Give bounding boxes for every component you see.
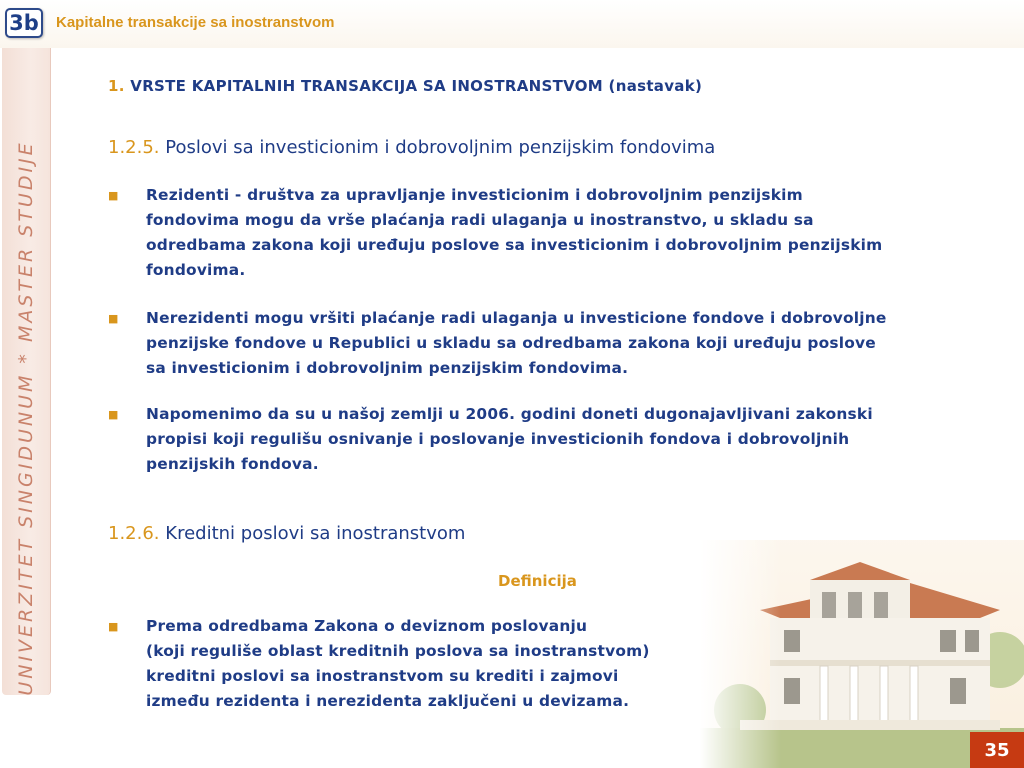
bullet-line: (koji reguliše oblast kreditnih poslova sa inostranstvom) [146, 642, 650, 660]
bullet-marker: ■ [108, 408, 119, 421]
bullet-line: Prema odredbama Zakona o deviznom poslovanju [146, 617, 588, 635]
bullet-line: odredbama zakona koji uređuju poslove sa investicionim i dobrovoljnim penzijskim [146, 236, 883, 254]
bullet-line: penzijskih fondova. [146, 455, 319, 473]
definition-label: Definicija [498, 572, 577, 590]
bullet-marker: ■ [108, 620, 119, 633]
section-title: VRSTE KAPITALNIH TRANSAKCIJA SA INOSTRANSTVOM (nastavak) [130, 77, 703, 95]
bullet-line: Rezidenti - društva za upravljanje investicionim i dobrovoljnim penzijskim [146, 186, 803, 204]
bullet-line: kreditni poslovi sa inostranstvom su krediti i zajmovi [146, 667, 619, 685]
subsection-1-number: 1.2.5. [108, 137, 160, 158]
bullet-text [146, 306, 988, 381]
bullet-line: fondovima mogu da vrše plaćanja radi ulaganja u inostranstvo, u skladu sa [146, 211, 814, 229]
bullet-line: Nerezidenti mogu vršiti plaćanje radi ulaganja u investicione fondove i dobrovoljne [146, 309, 887, 327]
bullet-line: Napomenimo da su u našoj zemlji u 2006. godini doneti dugonajavljivani zakonski [146, 405, 873, 423]
subsection-2-heading [108, 523, 465, 544]
bullet-text [146, 183, 988, 283]
subsection-1-heading [108, 137, 715, 158]
page-number: 35 [970, 732, 1024, 768]
section-heading [108, 77, 702, 95]
bullet-line: penzijske fondove u Republici u skladu sa odredbama zakona koji uređuju poslove [146, 334, 876, 352]
subsection-2-number: 1.2.6. [108, 523, 160, 544]
sidebar-banner [2, 48, 51, 695]
bullet-text [146, 402, 988, 477]
sidebar-university-text: UNIVERZITET SINGIDUNUM * MASTER STUDIJE [15, 140, 37, 696]
header-bar [0, 0, 1024, 48]
header-title: Kapitalne transakcije sa inostranstvom [56, 14, 335, 31]
subsection-2-title: Kreditni poslovi sa inostranstvom [165, 523, 466, 544]
bullet-line: propisi koji regulišu osnivanje i poslovanje investicionih fondova i dobrovoljnih [146, 430, 850, 448]
bullet-line: sa investicionim i dobrovoljnim penzijskim fondovima. [146, 359, 629, 377]
section-badge: 3b [5, 8, 43, 38]
bullet-line: između rezidenta i nerezidenta zaključeni u devizama. [146, 692, 630, 710]
bullet-text [146, 614, 726, 714]
bullet-line: fondovima. [146, 261, 246, 279]
bullet-marker: ■ [108, 312, 119, 325]
section-number: 1. [108, 77, 125, 95]
subsection-1-title: Poslovi sa investicionim i dobrovoljnim penzijskim fondovima [165, 137, 716, 158]
bullet-marker: ■ [108, 189, 119, 202]
